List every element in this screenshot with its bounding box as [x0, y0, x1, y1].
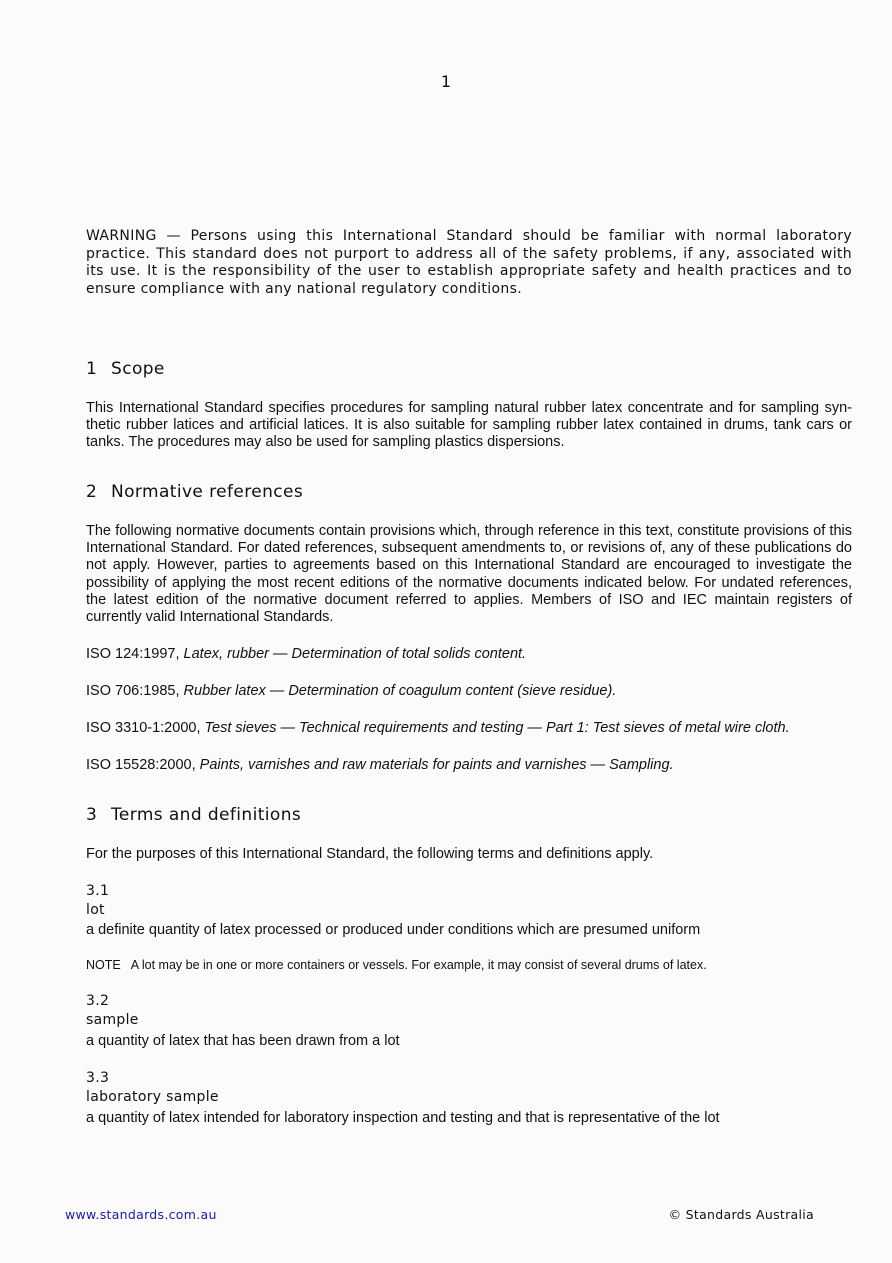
term-definition: a quantity of latex intended for laboratory inspection and testing and that is representative of the lot — [86, 1110, 720, 1126]
reference-code: ISO 15528:2000, — [86, 757, 200, 773]
footer-website-link[interactable]: www.standards.com.au — [65, 1207, 217, 1222]
terms-intro-paragraph: For the purposes of this International Standard, the following terms and definitions apply. — [86, 846, 654, 862]
section-title: Terms and definitions — [111, 805, 302, 825]
term-name: laboratory sample — [86, 1089, 219, 1105]
term-number: 3.3 — [86, 1070, 110, 1086]
section-number: 1 — [86, 359, 98, 379]
reference-item — [86, 646, 526, 662]
section-heading-terms-and-definitions — [86, 805, 301, 825]
section-heading-normative-references — [86, 482, 303, 502]
term-number: 3.1 — [86, 883, 110, 899]
note-text: A lot may be in one or more containers or vessels. For example, it may consist of several drums of latex. — [130, 958, 707, 972]
section-title: Normative references — [111, 482, 304, 502]
term-definition: a quantity of latex that has been drawn from a lot — [86, 1033, 400, 1049]
term-definition: a definite quantity of latex processed or produced under conditions which are presumed uniform — [86, 922, 701, 938]
reference-title: Rubber latex — Determination of coagulum content (sieve residue). — [183, 683, 617, 699]
reference-title: Paints, varnishes and raw materials for paints and varnishes — Sampling. — [199, 757, 674, 773]
page-number: 1 — [440, 72, 452, 91]
reference-item — [86, 757, 674, 773]
footer-copyright: © Standards Australia — [668, 1207, 814, 1222]
normative-references-paragraph: The following normative documents contain provisions which, through reference in this text, constitute provisions of this International Standard. For dated references, subsequent amendments to, or revisions of, any of these publications do not apply. However, parties to agreements based on this International Standard are encouraged to investigate the possibility of applying the most recent editions of the normative documents indicated below. For undated references, the latest edition of the normative document referred to applies. Members of ISO and IEC maintain registers of currently valid International Standards. — [86, 523, 852, 626]
note-label: NOTE — [86, 958, 121, 972]
scope-paragraph: This International Standard specifies procedures for sampling natural rubber latex concentrate and for sampling synthetic rubber latices and artificial latices. It is also suitable for sampling rubber latex contained in drums, tank cars or tanks. The procedures may also be used for sampling plastics dispersions. — [86, 400, 852, 451]
reference-item — [86, 683, 616, 699]
reference-code: ISO 124:1997, — [86, 646, 184, 662]
reference-code: ISO 3310-1:2000, — [86, 720, 205, 736]
reference-item — [86, 720, 790, 736]
term-name: sample — [86, 1012, 139, 1028]
section-title: Scope — [111, 359, 165, 379]
reference-title: Latex, rubber — Determination of total solids content. — [183, 646, 527, 662]
warning-paragraph: WARNING — Persons using this International Standard should be familiar with normal laboratory practice. This standard does not purport to address all of the safety problems, if any, associated with its use. It is the responsibility of the user to establish appropriate safety and health practices and to ensure compliance with any national regulatory conditions. — [86, 228, 852, 297]
reference-title: Test sieves — Technical requirements and testing — Part 1: Test sieves of metal wire cloth. — [204, 720, 790, 736]
term-note — [86, 958, 707, 972]
section-number: 2 — [86, 482, 98, 502]
section-heading-scope — [86, 359, 165, 379]
term-number: 3.2 — [86, 993, 110, 1009]
section-number: 3 — [86, 805, 98, 825]
term-name: lot — [86, 902, 105, 918]
reference-code: ISO 706:1985, — [86, 683, 184, 699]
